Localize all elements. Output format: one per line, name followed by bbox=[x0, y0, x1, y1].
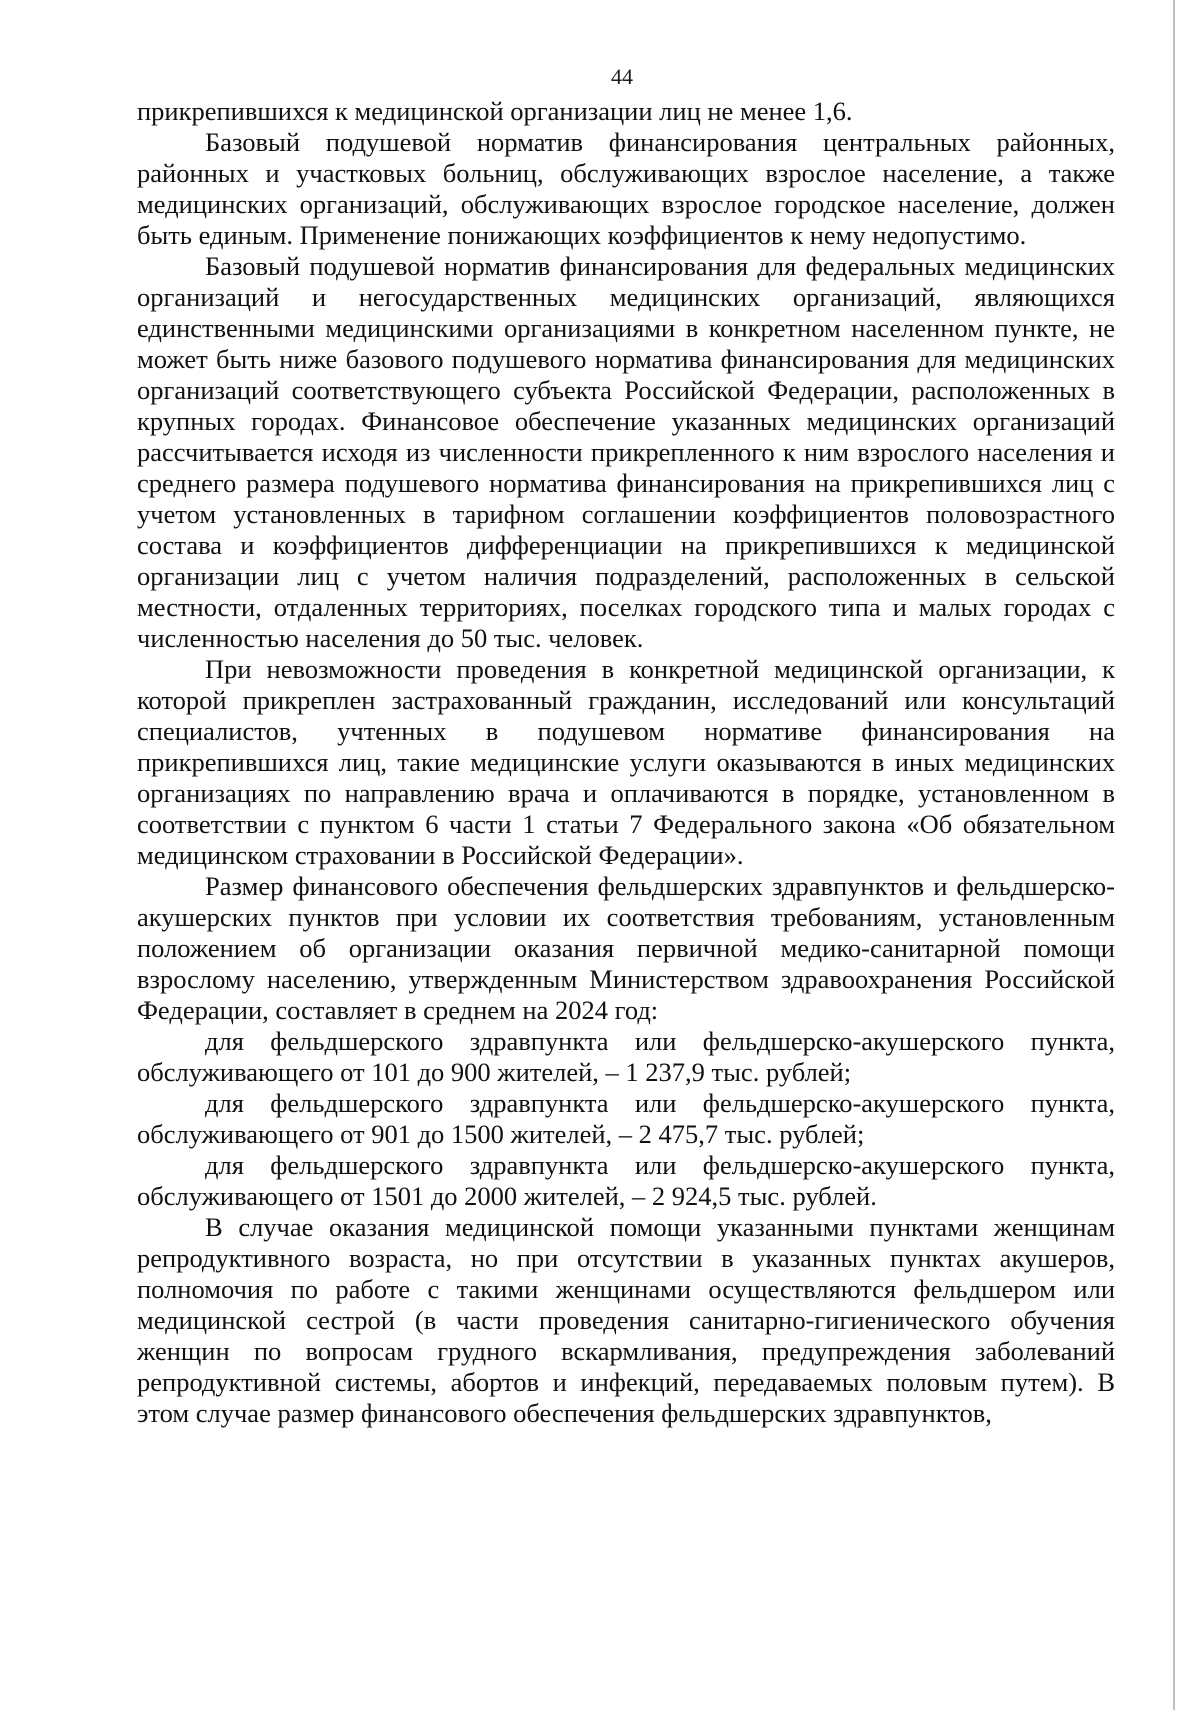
scan-edge-line bbox=[1173, 0, 1175, 1710]
list-item-901-1500: для фельдшерского здравпункта или фельдшерско-акушерского пункта, обслуживающего от 901 до 1500 жителей, – 2 475,7 тыс. рублей; bbox=[137, 1088, 1115, 1149]
paragraph-base-norm-hospitals: Базовый подушевой норматив финансирования центральных районных, районных и участковых больниц, обслуживающих взрослое население, а также медицинских организаций, обслуживающих взрослое городское население, должен быть единым. Применение понижающих коэффициентов к нему недопустимо. bbox=[137, 127, 1115, 250]
list-item-1501-2000: для фельдшерского здравпункта или фельдшерско-акушерского пункта, обслуживающего от 1501 до 2000 жителей, – 2 924,5 тыс. рублей. bbox=[137, 1150, 1115, 1211]
paragraph-base-norm-federal: Базовый подушевой норматив финансирования для федеральных медицинских организаций и негосударственных медицинских организаций, являющихся единственными медицинскими организациями в конкретном населенном пункте, не может быть ниже базового подушевого норматива финансирования для медицинских организаций соответствующего субъекта Российской Федерации, расположенных в крупных городах. Финансовое обеспечение указанных медицинских организаций рассчитывается исходя из численности прикрепленного к ним взрослого населения и среднего размера подушевого норматива финансирования на прикрепившихся лиц с учетом установленных в тарифном соглашении коэффициентов половозрастного состава и коэффициентов дифференциации на прикрепившихся к медицинской организации лиц с учетом наличия подразделений, расположенных в сельской местности, отдаленных территориях, поселках городского типа и малых городах с численностью населения до 50 тыс. человек. bbox=[137, 251, 1115, 653]
list-item-101-900: для фельдшерского здравпункта или фельдшерско-акушерского пункта, обслуживающего от 101 до 900 жителей, – 1 237,9 тыс. рублей; bbox=[137, 1026, 1115, 1087]
paragraph-reproductive-age: В случае оказания медицинской помощи указанными пунктами женщинам репродуктивного возраста, но при отсутствии в указанных пунктах акушеров, полномочия по работе с такими женщинами осуществляются фельдшером или медицинской сестрой (в части проведения санитарно-гигиенического обучения женщин по вопросам грудного вскармливания, предупреждения заболеваний репродуктивной системы, абортов и инфекций, передаваемых половым путем). В этом случае размер финансового обеспечения фельдшерских здравпунктов, bbox=[137, 1212, 1115, 1428]
paragraph-feldsher-funding: Размер финансового обеспечения фельдшерских здравпунктов и фельдшерско-акушерских пунктов при условии их соответствия требованиям, установленным положением об организации оказания первичной медико-санитарной помощи взрослому населению, утвержденным Министерством здравоохранения Российской Федерации, составляет в среднем на 2024 год: bbox=[137, 871, 1115, 1025]
paragraph-other-organizations: При невозможности проведения в конкретной медицинской организации, к которой прикреплен застрахованный гражданин, исследований или консультаций специалистов, учтенных в подушевом нормативе финансирования на прикрепившихся лиц, такие медицинские услуги оказываются в иных медицинских организациях по направлению врача и оплачиваются в порядке, установленном в соответствии с пунктом 6 части 1 статьи 7 Федерального закона «Об обязательном медицинском страховании в Российской Федерации». bbox=[137, 654, 1115, 870]
paragraph-continuation: прикрепившихся к медицинской организации лиц не менее 1,6. bbox=[137, 96, 853, 126]
page-number: 44 bbox=[611, 64, 633, 89]
document-body bbox=[137, 96, 1115, 1429]
